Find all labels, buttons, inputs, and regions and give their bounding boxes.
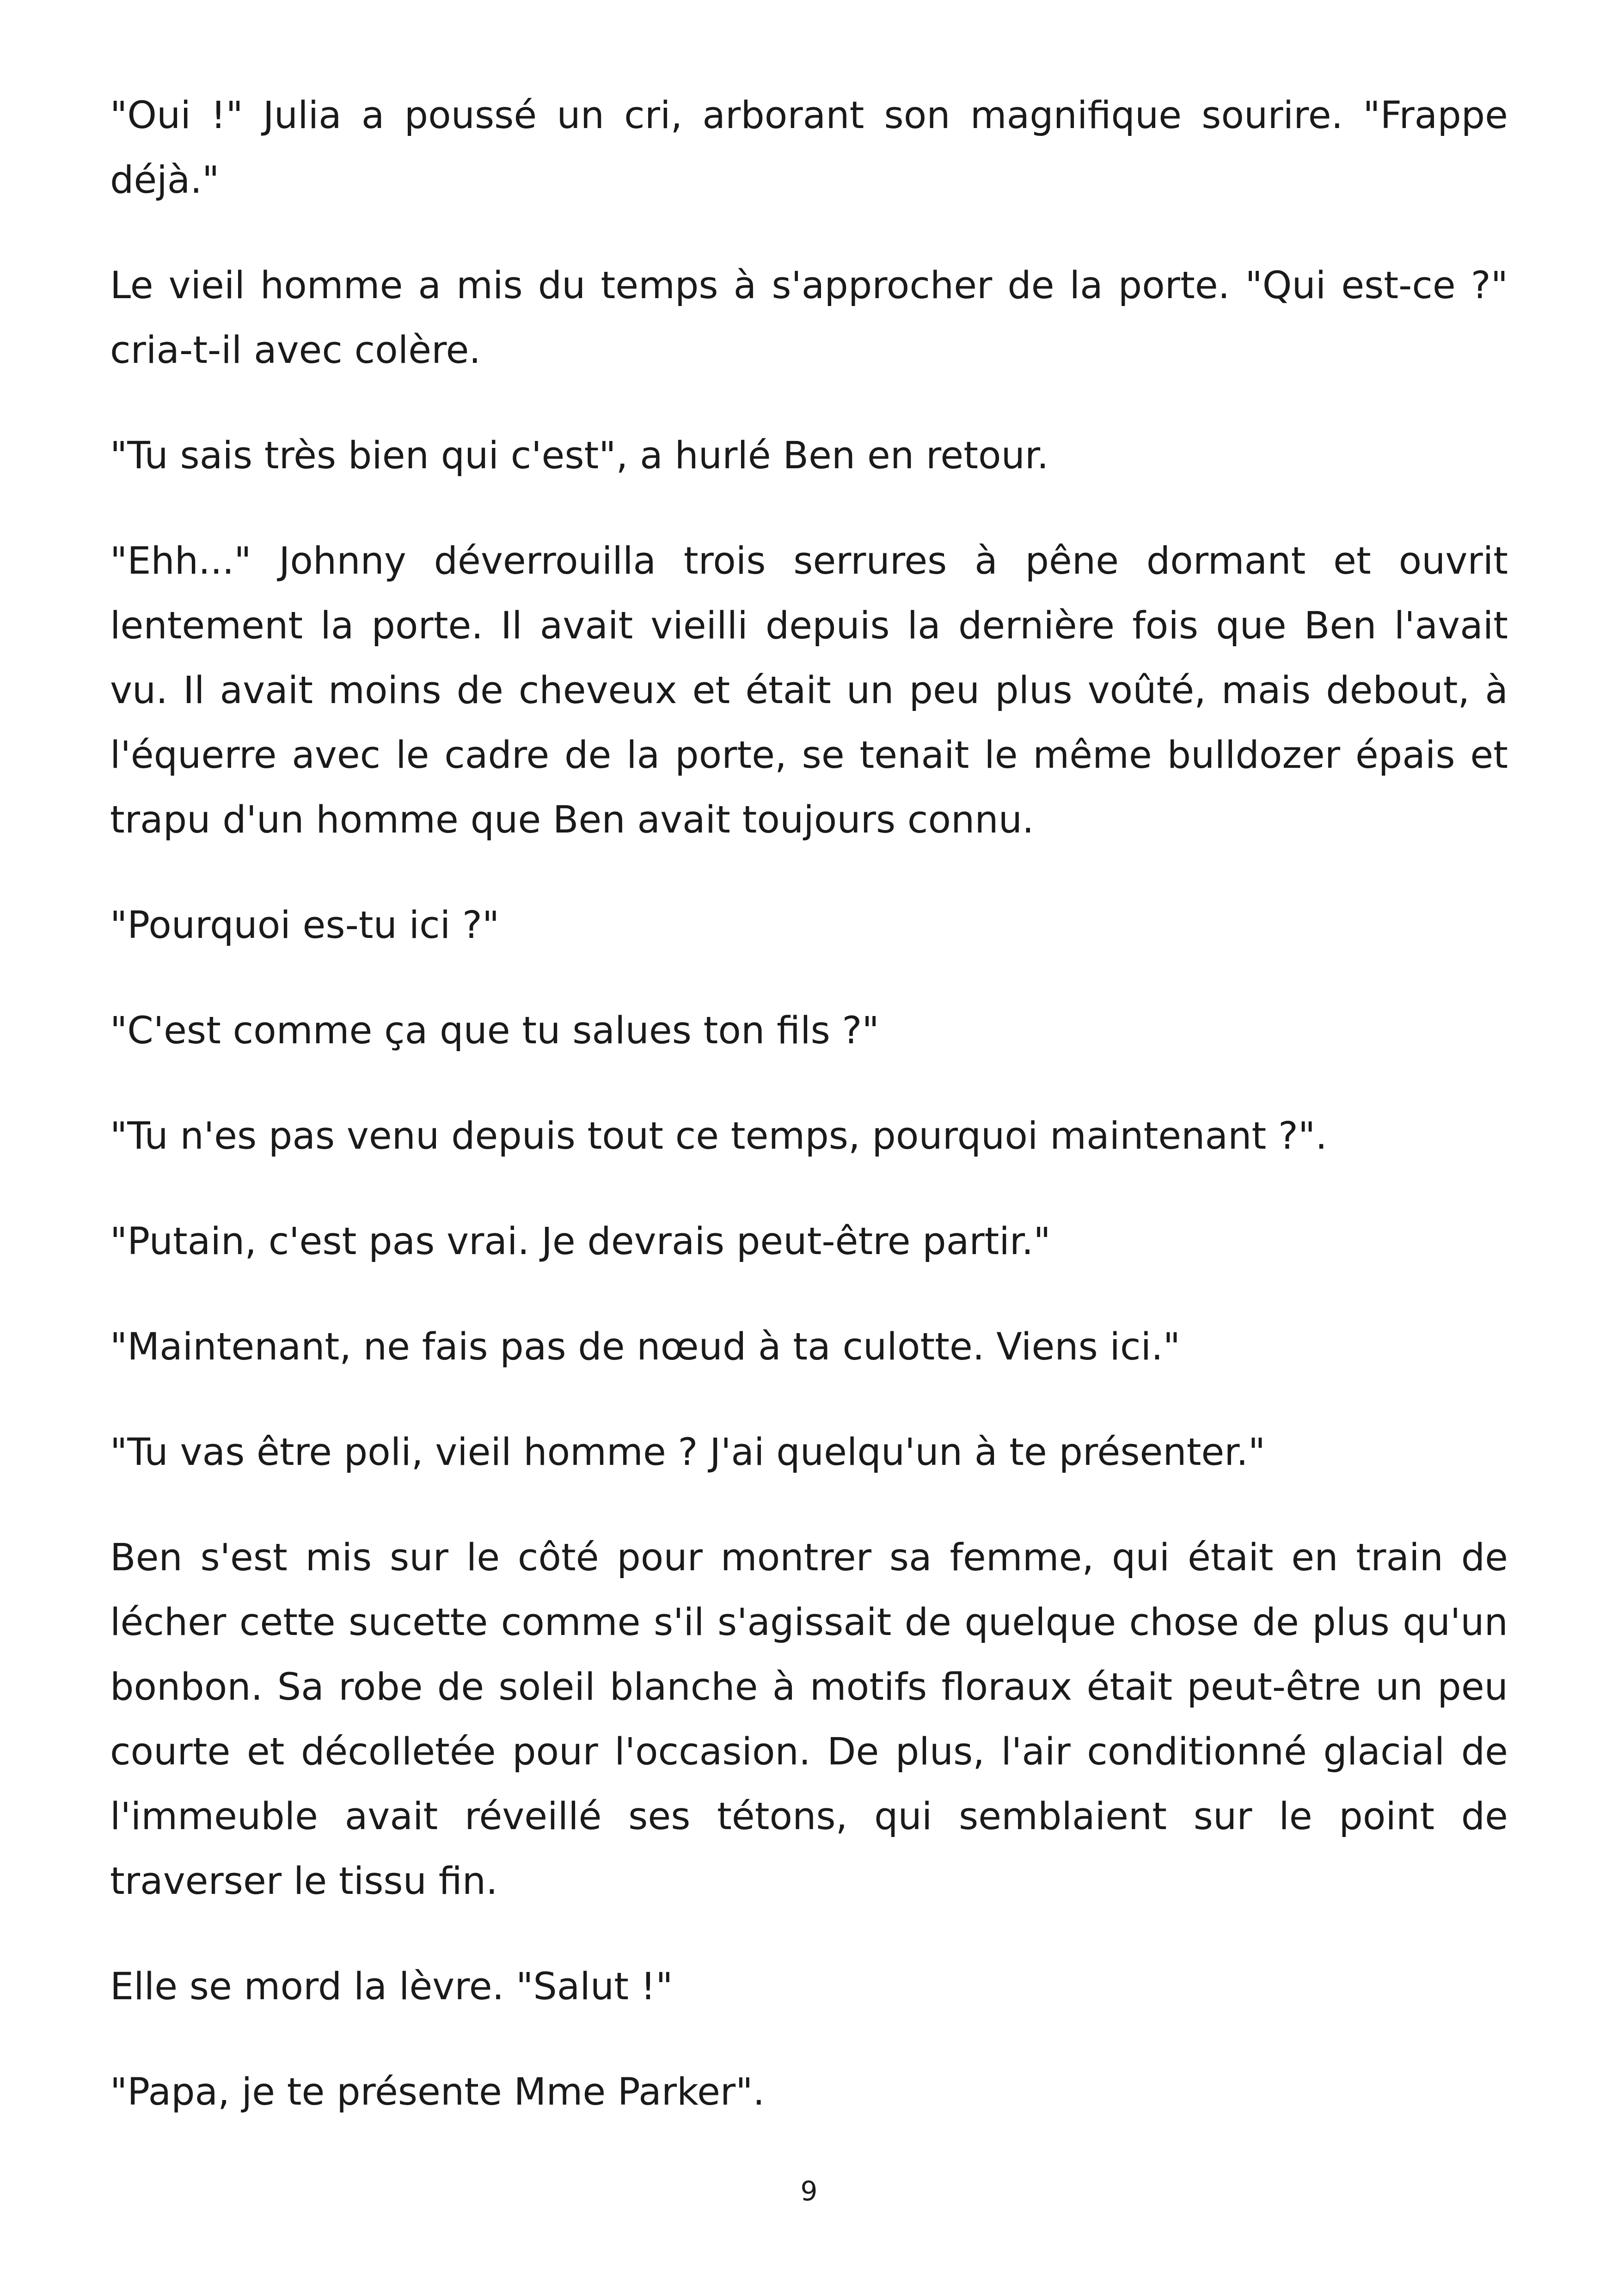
paragraph: "C'est comme ça que tu salues ton fils ?"	[110, 1009, 879, 1053]
paragraph: Elle se mord la lèvre. "Salut !"	[110, 1965, 673, 2008]
paragraph: "Putain, c'est pas vrai. Je devrais peut-être partir."	[110, 1220, 1051, 1263]
paragraph: "Maintenant, ne fais pas de nœud à ta culotte. Viens ici."	[110, 1325, 1181, 1369]
paragraph: "Pourquoi es-tu ici ?"	[110, 904, 500, 947]
paragraph: "Tu n'es pas venu depuis tout ce temps, pourquoi maintenant ?".	[110, 1114, 1327, 1158]
paragraph: "Ehh..." Johnny déverrouilla trois serrures à pêne dormant et ouvrit lentement la porte. Il avait vieilli depuis la dernière fois que Ben l'avait vu. Il avait moins de cheveux et était un peu plus voûté, mais debout, à l'équerre avec le cadre de la porte, se tenait le même bulldozer épais et trapu d'un homme que Ben avait toujours connu.	[110, 539, 1508, 842]
paragraph: "Tu sais très bien qui c'est", a hurlé Ben en retour.	[110, 434, 1049, 478]
paragraph: "Oui !" Julia a poussé un cri, arborant son magnifique sourire. "Frappe déjà."	[110, 94, 1508, 202]
paragraph: Ben s'est mis sur le côté pour montrer sa femme, qui était en train de lécher cette sucette comme s'il s'agissait de quelque chose de plus qu'un bonbon. Sa robe de soleil blanche à motifs floraux était peut-être un peu courte et décolletée pour l'occasion. De plus, l'air conditionné glacial de l'immeuble avait réveillé ses tétons, qui semblaient sur le point de traverser le tissu fin.	[110, 1536, 1508, 1903]
paragraph: Le vieil homme a mis du temps à s'approcher de la porte. "Qui est-ce ?" cria-t-il avec colère.	[110, 264, 1508, 372]
paragraph: "Tu vas être poli, vieil homme ? J'ai quelqu'un à te présenter."	[110, 1431, 1266, 1474]
page-number: 9	[800, 2175, 818, 2207]
paragraph: "Papa, je te présente Mme Parker".	[110, 2070, 765, 2114]
body-text	[110, 83, 1508, 2165]
